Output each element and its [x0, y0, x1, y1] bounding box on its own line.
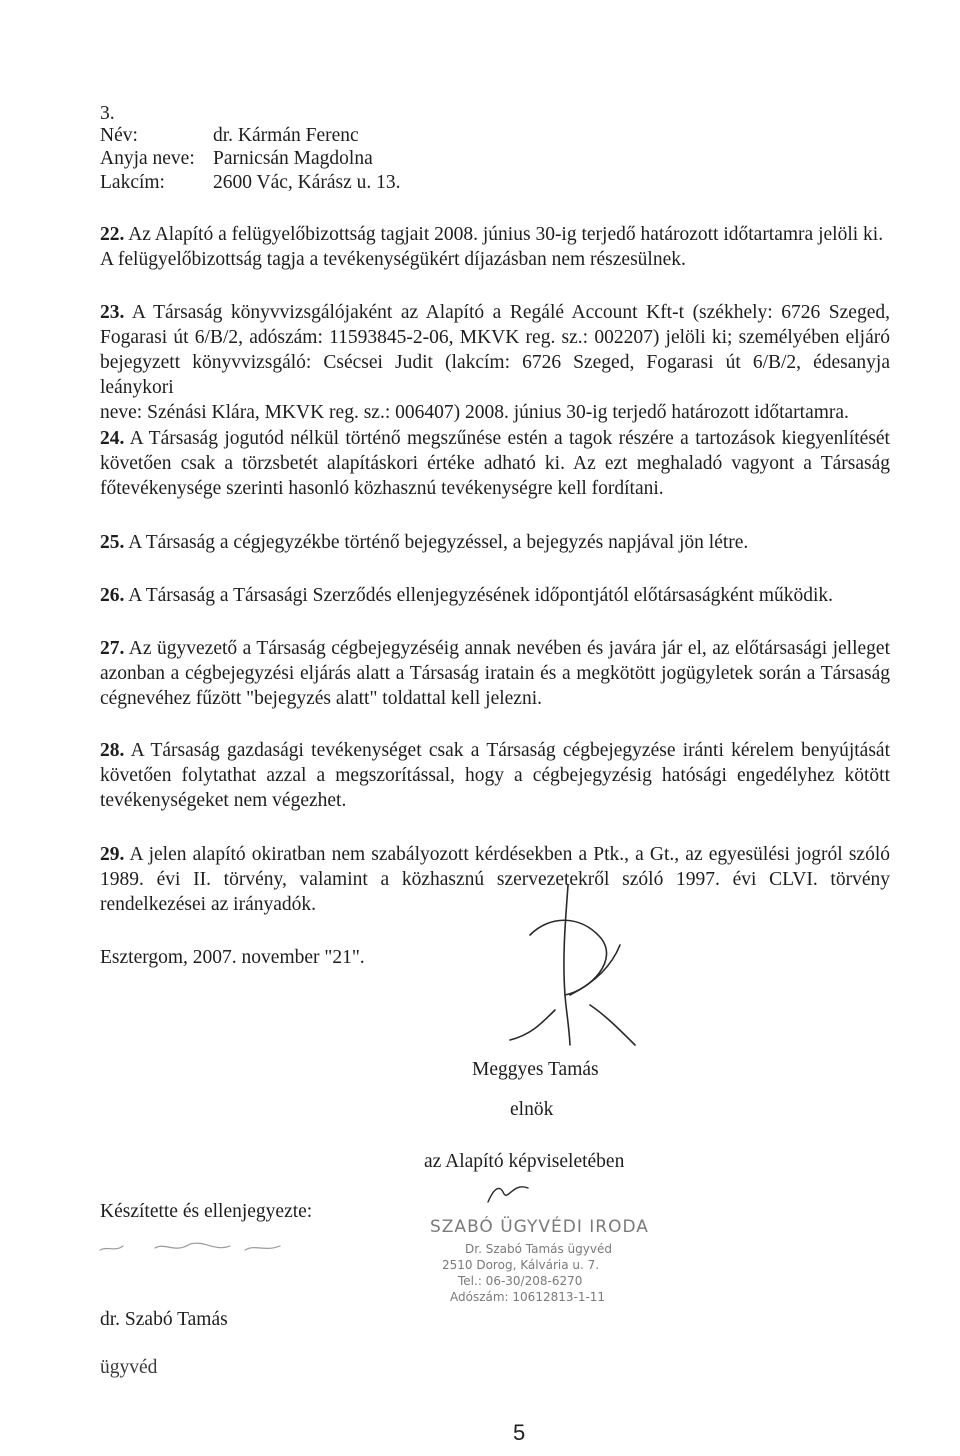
paragraph-26 [100, 583, 890, 608]
paragraph-line: A jelen alapító okiratban nem szabályozott kérdésekben a Ptk., a Gt., az egyesülési jogról szóló [129, 844, 890, 865]
paragraph-line: azonban a cégbejegyzési eljárás alatt a Társaság iratain és a megkötött jogügyletek során a Társaság [100, 663, 890, 684]
paragraph-line: A Társaság gazdasági tevékenységet csak a Társaság cégbejegyzése iránti kérelem benyújtását [130, 740, 890, 761]
stamp-line: Adószám: 10612813-1-11 [450, 1290, 606, 1304]
name-value: dr. Kármán Ferenc [213, 125, 359, 146]
paragraph-23 [100, 300, 890, 425]
paragraph-number: 24. [100, 428, 125, 449]
preparer-signature-mark [95, 1232, 305, 1260]
paragraph-line: cégnevéhez fűzött "bejegyzés alatt" toldattal kell jelezni. [100, 688, 543, 709]
paragraph-line: A Társaság könyvvizsgálójaként az Alapító a Regálé Account Kft-t (székhely: 6726 Szeged, [131, 302, 890, 323]
paragraph-line: A Társaság jogutód nélkül történő megszűnése estén a tagok részére a tartozások kiegyenlítését [129, 428, 890, 449]
paragraph-line: tevékenységeket nem végezhet. [100, 790, 347, 811]
page-number: 5 [513, 1420, 526, 1445]
preparer-name: dr. Szabó Tamás [100, 1309, 228, 1330]
paragraph-line: követően csak a törzsbetét alapításkori értéke adható ki. Az ezt meghaladó vagyont a Társaság [100, 453, 890, 474]
paragraph-line: Az Alapító a felügyelőbizottság tagjait 2008. június 30-ig terjedő határozott időtartamra jelöli ki. [128, 224, 884, 245]
paragraph-number: 22. [100, 224, 125, 245]
paragraph-line: követően folytathat azzal a megszorítással, hogy a cégbejegyzésig hatósági engedélyhez kötött [100, 765, 890, 786]
paragraph-25 [100, 530, 890, 555]
paragraph-27 [100, 636, 890, 711]
paragraph-line: A felügyelőbizottság tagja a tevékenységükért díjazásban nem részesülnek. [100, 249, 686, 270]
paragraph-line: rendelkezései az irányadók. [100, 894, 317, 915]
paragraph-line: bejegyzett könyvvizsgáló: Csécsei Judit (lakcím: 6726 Szeged, Fogarasi út 6/B/2, édesanyja leánykori [100, 352, 890, 398]
paragraph-24 [100, 426, 890, 501]
paragraph-line: Az ügyvezető a Társaság cégbejegyzéséig annak nevében és javára jár el, az előtársasági jelleget [128, 638, 890, 659]
paragraph-22 [100, 222, 890, 272]
stamp-line: Tel.: 06-30/208-6270 [458, 1274, 583, 1288]
office-stamp [410, 1200, 649, 1320]
paragraph-number: 25. [100, 532, 125, 553]
name-label: Név: [100, 125, 138, 146]
address-value: 2600 Vác, Kárász u. 13. [213, 172, 401, 193]
paragraph-number: 27. [100, 638, 125, 659]
paragraph-line: A Társaság a cégjegyzékbe történő bejegyzéssel, a bejegyzés napjával jön létre. [128, 532, 749, 553]
paragraph-line: 1989. évi II. törvény, valamint a közhasznú szervezetekről szóló 1997. évi CLVI. törvény [100, 869, 890, 890]
mother-name-value: Parnicsán Magdolna [213, 148, 373, 169]
stamp-line: 2510 Dorog, Kálvária u. 7. [442, 1258, 600, 1272]
preparer-label: Készítette és ellenjegyezte: [100, 1201, 313, 1222]
address-label: Lakcím: [100, 172, 165, 193]
paragraph-number: 29. [100, 844, 125, 865]
paragraph-28 [100, 738, 890, 813]
place-and-date: Esztergom, 2007. november "21". [100, 947, 365, 968]
section-number: 3. [100, 103, 115, 124]
paragraph-line: neve: Szénási Klára, MKVK reg. sz.: 006407) 2008. június 30-ig terjedő határozott időtartamra. [100, 402, 849, 423]
mother-name-label: Anyja neve: [100, 148, 195, 169]
signature-scribble [470, 875, 680, 1075]
paragraph-line: Fogarasi út 6/B/2, adószám: 11593845-2-06, MKVK reg. sz.: 002207) jelöli ki; személyében eljáró [100, 327, 890, 348]
paragraph-number: 26. [100, 585, 125, 606]
stamp-line: Dr. Szabó Tamás ügyvéd [465, 1242, 612, 1256]
signatory-title: elnök [510, 1099, 554, 1120]
preparer-title: ügyvéd [100, 1357, 158, 1378]
paragraph-line: főtevékenysége szerinti hasonló közhasznú tevékenységre kell fordítani. [100, 478, 664, 499]
paragraph-line: A Társaság a Társasági Szerződés ellenjegyzésének időpontjától előtársaságként működik. [128, 585, 834, 606]
stamp-line: SZABÓ ÜGYVÉDI IRODA [430, 1217, 649, 1237]
signatory-capacity: az Alapító képviseletében [424, 1151, 625, 1172]
paragraph-number: 28. [100, 740, 125, 761]
signatory-name: Meggyes Tamás [472, 1059, 599, 1080]
paragraph-number: 23. [100, 302, 125, 323]
